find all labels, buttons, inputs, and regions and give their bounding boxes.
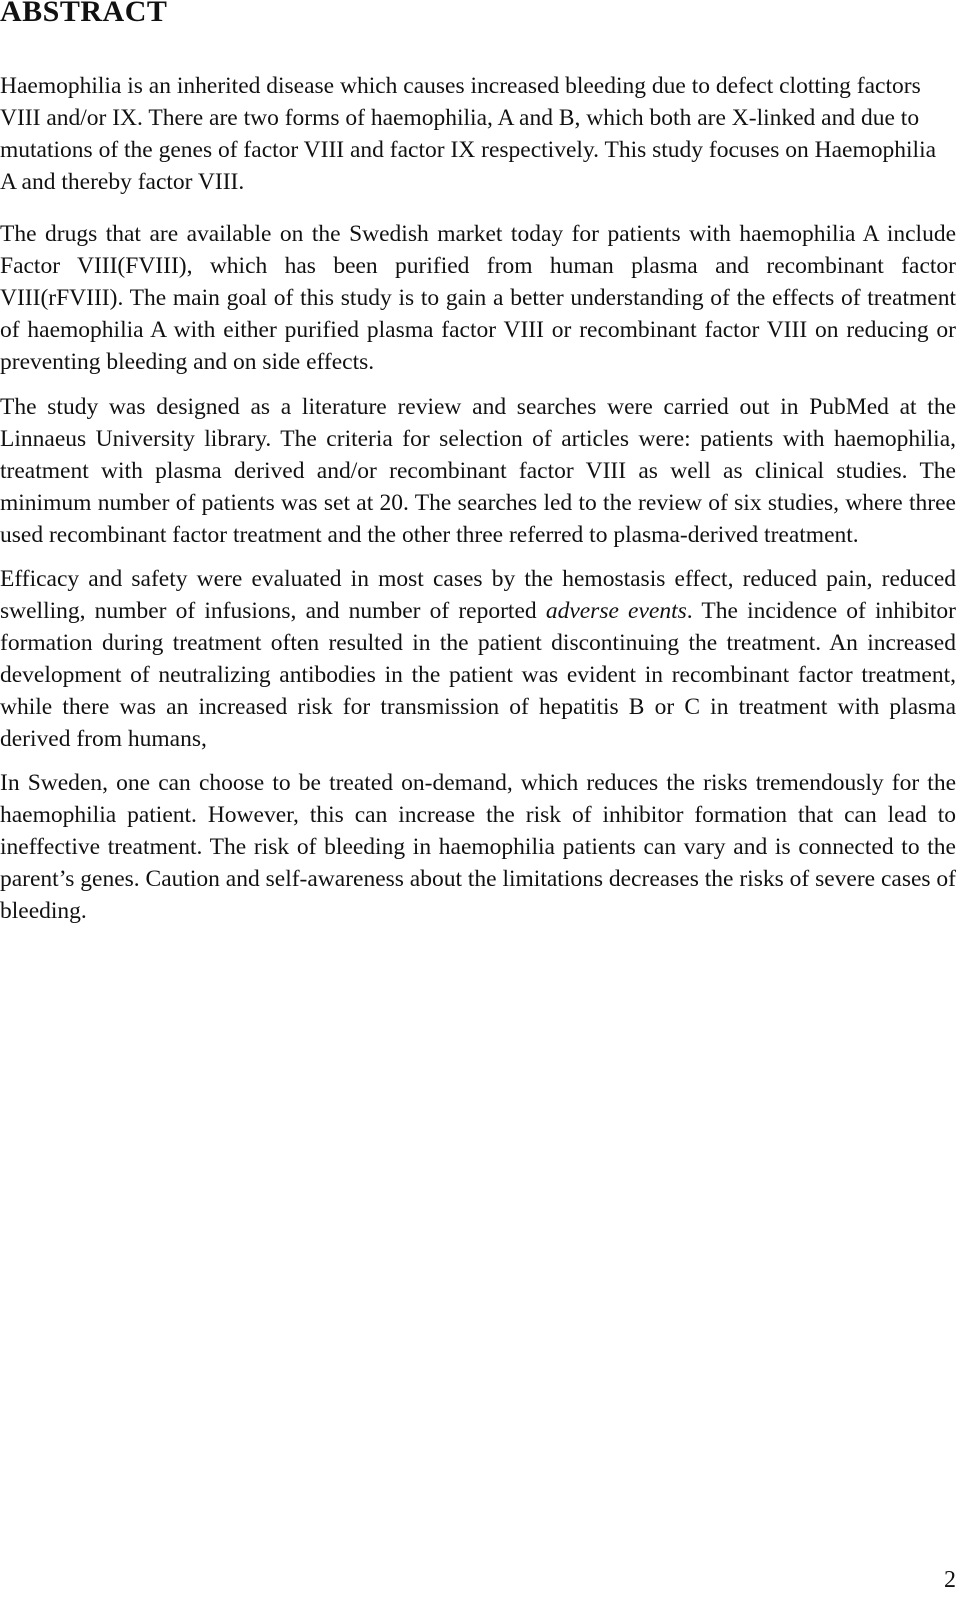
efficacy-emphasis: adverse events	[545, 598, 687, 624]
page-number: 2	[944, 1567, 956, 1593]
abstract-heading: ABSTRACT	[0, 0, 168, 28]
paragraph-conclusion: In Sweden, one can choose to be treated on-demand, which reduces the risks tremendously for the haemophilia patient. However, this can increase the risk of inhibitor formation that can lead to ineffective treatment. The risk of bleeding in haemophilia patients can vary and is connected to the parent’s genes. Caution and self-awareness about the limitations decreases the risks of severe cases of bleeding.	[0, 770, 956, 924]
abstract-body	[0, 70, 956, 939]
efficacy-text-end: . The incidence of inhibitor formation during treatment often resulted in the patient discontinuing the treatment. An increased development of neutralizing antibodies in the patient was evident in recombinant factor treatment, while there was an increased risk for transmission of hepatitis B or C in treatment with plasma derived from humans,	[0, 598, 956, 752]
paragraph-efficacy	[0, 563, 956, 755]
paragraph-drugs: The drugs that are available on the Swedish market today for patients with haemophilia A include Factor VIII(FVIII), which has been purified from human plasma and recombinant factor VIII(rFVIII). The main goal of this study is to gain a better understanding of the effects of treatment of haemophilia A with either purified plasma factor VIII or recombinant factor VIII on reducing or preventing bleeding and on side effects.	[0, 221, 956, 375]
paragraph-intro: Haemophilia is an inherited disease which causes increased bleeding due to defect clotting factors VIII and/or IX. There are two forms of haemophilia, A and B, which both are X-linked and due to mutations of the genes of factor VIII and factor IX respectively. This study focuses on Haemophilia A and thereby factor VIII.	[0, 73, 937, 195]
efficacy-text-start: Efficacy and safety were evaluated in most cases by the hemostasis effect, reduced pain, reduced swelling, number of infusions, and number of reported	[0, 566, 956, 624]
paragraph-method: The study was designed as a literature review and searches were carried out in PubMed at the Linnaeus University library. The criteria for selection of articles were: patients with haemophilia, treatment with plasma derived and/or recombinant factor VIII as well as clinical studies. The minimum number of patients was set at 20. The searches led to the review of six studies, where three used recombinant factor treatment and the other three referred to plasma-derived treatment.	[0, 394, 956, 548]
